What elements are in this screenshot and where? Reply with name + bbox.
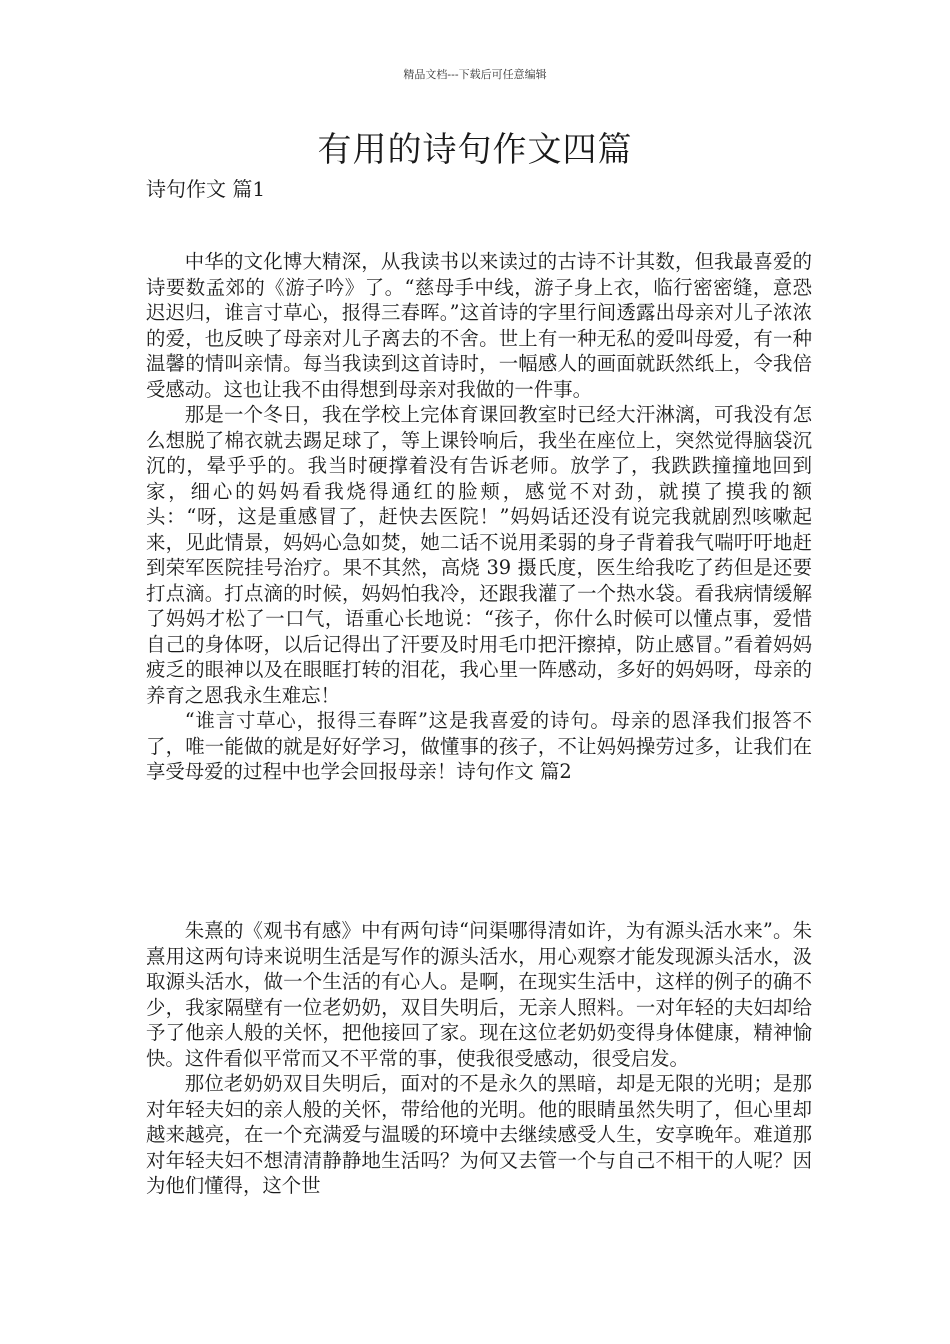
section-1-body	[146, 249, 812, 785]
section-2-body	[146, 918, 812, 1199]
section-1-paragraph-1: 中华的文化博大精深，从我读书以来读过的古诗不计其数，但我最喜爱的诗要数孟郊的《游子吟》了。“慈母手中线，游子身上衣，临行密密缝，意恐迟迟归，谁言寸草心，报得三春晖。”这首诗的字里行间透露出母亲对儿子浓浓的爱，也反映了母亲对儿子离去的不舍。世上有一种无私的爱叫母爱，有一种温馨的情叫亲情。每当我读到这首诗时，一幅感人的画面就跃然纸上，令我倍受感动。这也让我不由得想到母亲对我做的一件事。	[146, 250, 812, 401]
section-1-heading: 诗句作文 篇1	[146, 177, 266, 201]
document-title: 有用的诗句作文四篇	[317, 130, 633, 170]
header-note: 精品文档---下载后可任意编辑	[403, 68, 547, 81]
section-2-paragraph-1: 朱熹的《观书有感》中有两句诗“问渠哪得清如许，为有源头活水来”。朱熹用这两句诗来说明生活是写作的源头活水，用心观察才能发现源头活水，汲取源头活水，做一个生活的有心人。是啊，在现实生活中，这样的例子的确不少，我家隔壁有一位老奶奶，双目失明后，无亲人照料。一对年轻的夫妇却给予了他亲人般的关怀，把他接回了家。现在这位老奶奶变得身体健康，精神愉快。这件看似平常而又不平常的事，使我很受感动，很受启发。	[146, 919, 812, 1070]
section-1-paragraph-3	[146, 708, 812, 785]
section-1-paragraph-3-text: “谁言寸草心，报得三春晖”这是我喜爱的诗句。母亲的恩泽我们报答不了，唯一能做的就是好好学习，做懂事的孩子，不让妈妈操劳过多，让我们在享受母爱的过程中也学会回报母亲！	[146, 709, 812, 783]
section-1-paragraph-2: 那是一个冬日，我在学校上完体育课回教室时已经大汗淋漓，可我没有怎么想脱了棉衣就去踢足球了，等上课铃响后，我坐在座位上，突然觉得脑袋沉沉的，晕乎乎的。我当时硬撑着没有告诉老师。放学了，我跌跌撞撞地回到家，细心的妈妈看我烧得通红的脸颊，感觉不对劲，就摸了摸我的额头：“呀，这是重感冒了，赶快去医院！”妈妈话还没有说完我就剧烈咳嗽起来，见此情景，妈妈心急如焚，她二话不说用柔弱的身子背着我气喘吁吁地赶到荣军医院挂号治疗。果不其然，高烧 39 摄氏度，医生给我吃了药但是还要打点滴。打点滴的时候，妈妈怕我冷，还跟我灌了一个热水袋。看我病情缓解了妈妈才松了一口气，语重心长地说：“孩子，你什么时候可以懂点事，爱惜自己的身体呀，以后记得出了汗要及时用毛巾把汗擦掉，防止感冒。”看着妈妈疲乏的眼神以及在眼眶打转的泪花，我心里一阵感动，多好的妈妈呀，母亲的养育之恩我永生难忘！	[146, 403, 812, 707]
section-2-heading: 诗句作文 篇2	[456, 760, 572, 783]
section-2-paragraph-2: 那位老奶奶双目失明后，面对的不是永久的黑暗，却是无限的光明；是那对年轻夫妇的亲人般的关怀，带给他的光明。他的眼睛虽然失明了，但心里却越来越亮，在一个充满爱与温暖的环境中去继续感受人生，安享晚年。难道那对年轻夫妇不想清清静静地生活吗？为何又去管一个与自己不相干的人呢？因为他们懂得，这个世	[146, 1072, 812, 1197]
